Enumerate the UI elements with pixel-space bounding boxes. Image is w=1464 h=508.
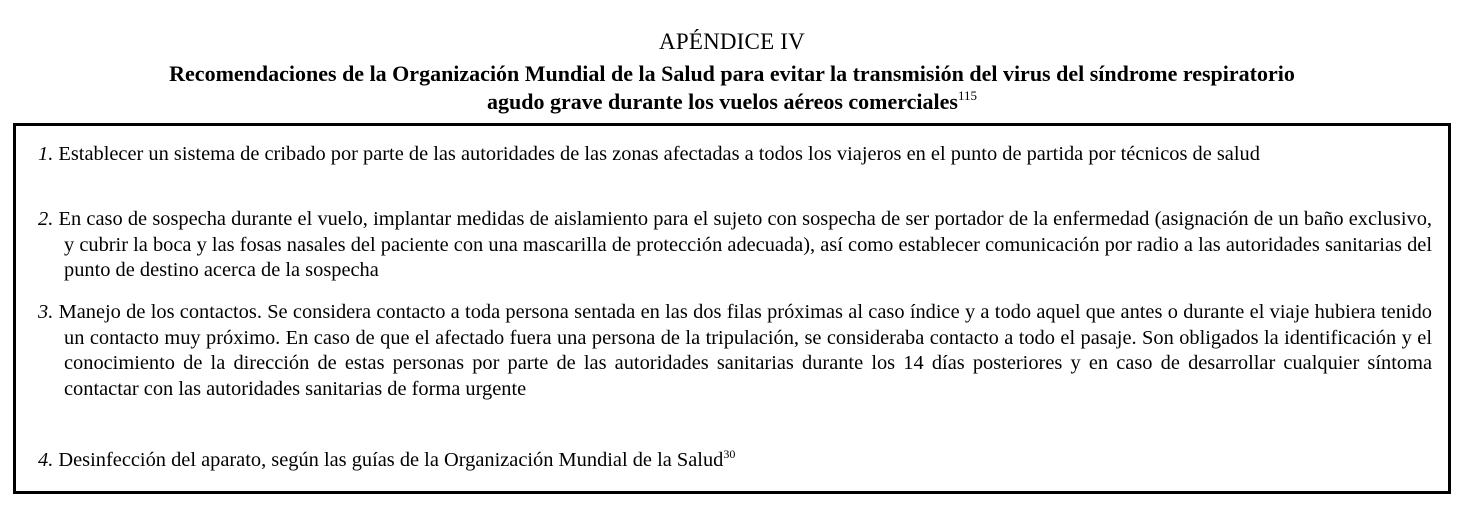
heading-footnote-ref: 115 [957, 88, 977, 103]
recommendation-item [38, 142, 1432, 168]
recommendations-box [13, 123, 1451, 494]
item-text: Establecer un sistema de cribado por parte de las autoridades de las zonas afectadas a todos los viajeros en el punto de partida por técnicos de salud [58, 143, 1260, 165]
item-text: Desinfección del aparato, según las guías de la Organización Mundial de la Salud [58, 449, 724, 471]
heading-line-1: Recomendaciones de la Organización Mundial de la Salud para evitar la transmisión del virus del síndrome respiratorio [169, 61, 1295, 86]
heading-line-2-text: agudo grave durante los vuelos aéreos comerciales [487, 89, 958, 114]
item-number: 4. [38, 449, 54, 471]
recommendation-item [38, 300, 1432, 402]
item-footnote-ref: 30 [723, 447, 736, 461]
item-text: En caso de sospecha durante el vuelo, implantar medidas de aislamiento para el sujeto con sospecha de ser portador de la enfermedad (asignación de un baño exclusivo, y cubrir la boca y las fosas nasales del paciente con una mascarilla de protección adecuada), así como establecer comunicación por radio a las autoridades sanitarias del punto de destino acerca de la sospecha [58, 208, 1432, 281]
item-number: 2. [38, 208, 54, 230]
item-text: Manejo de los contactos. Se considera contacto a toda persona sentada en las dos filas próximas al caso índice y a todo aquel que antes o durante el viaje hubiera tenido un contacto muy próximo. En caso de que el afectado fuera una persona de la tripulación, se consideraba contacto a todo el pasaje. Son obligados la identificación y el conocimiento de la dirección de estas personas por parte de las autoridades sanitarias durante los 14 días posteriores y en caso de desarrollar cualquier síntoma contactar con las autoridades sanitarias de forma urgente [58, 301, 1432, 400]
recommendation-item [38, 448, 1432, 474]
item-number: 3. [38, 301, 54, 323]
appendix-title: APÉNDICE IV [659, 29, 805, 54]
item-number: 1. [38, 143, 54, 165]
document-heading [40, 60, 1424, 116]
heading-line-2 [40, 88, 1424, 116]
recommendation-item [38, 207, 1432, 284]
